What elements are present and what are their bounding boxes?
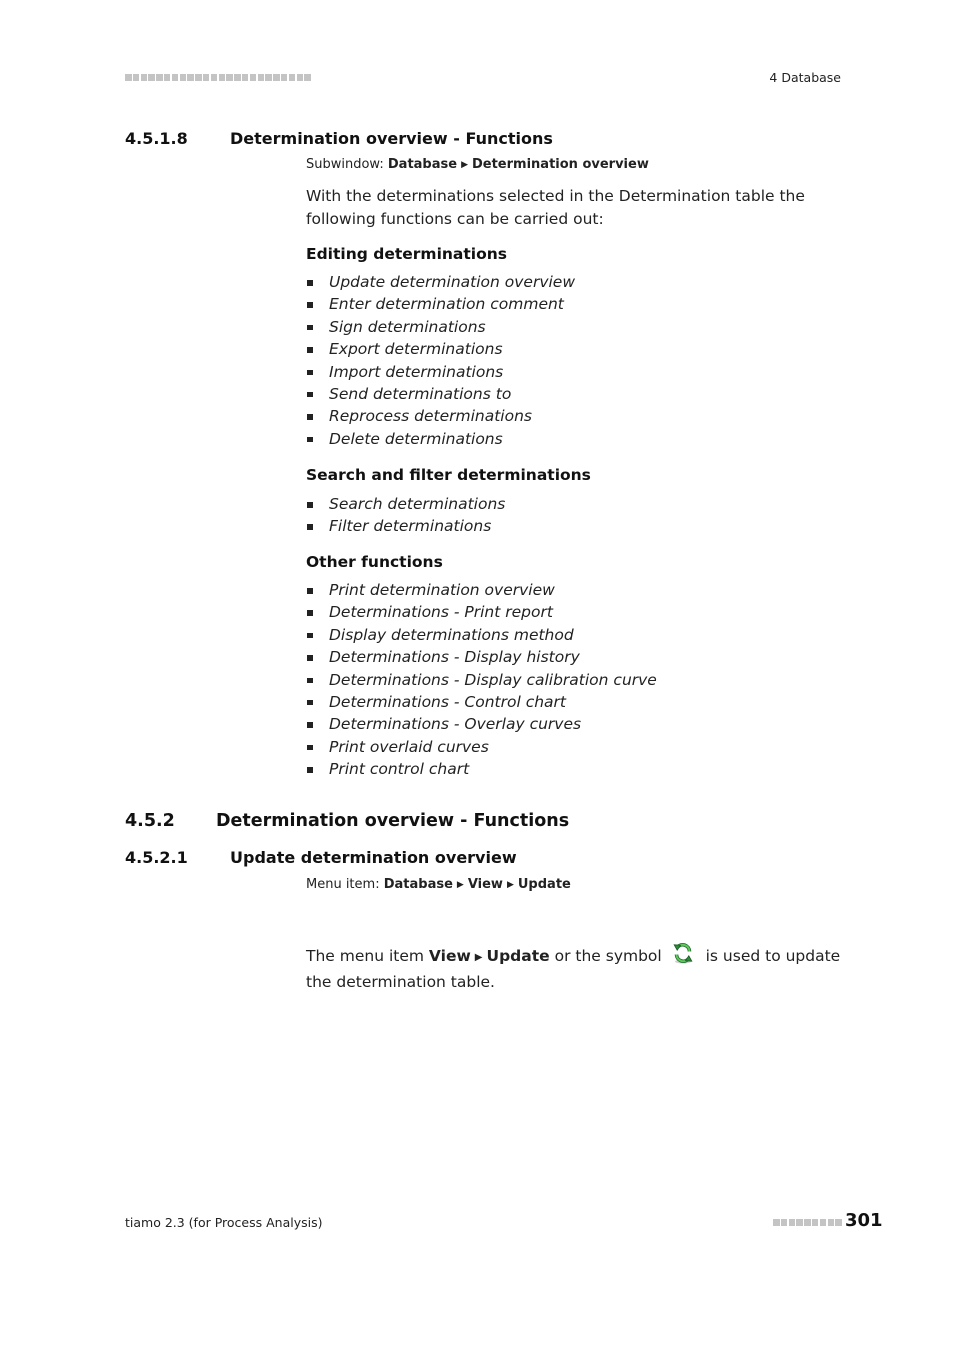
- list-item: Determinations - Display history: [306, 646, 657, 668]
- list-item: Search determinations: [306, 493, 505, 515]
- editing-function-list: [306, 271, 575, 450]
- menu-update: Update: [486, 947, 550, 965]
- para-text: is used to update the determination table.: [306, 947, 841, 991]
- section-title: Determination overview - Functions: [230, 129, 553, 148]
- path-item: Update: [517, 877, 571, 892]
- list-item: Send determinations to: [306, 383, 575, 405]
- other-function-list: [306, 579, 657, 781]
- path-item: Database: [383, 877, 453, 892]
- section-number: 4.5.1.8: [125, 129, 188, 148]
- list-item: Display determinations method: [306, 624, 657, 646]
- list-item: Print overlaid curves: [306, 736, 657, 758]
- list-item: Determinations - Overlay curves: [306, 713, 657, 735]
- para-text: or the symbol: [549, 947, 662, 965]
- path-item: Database: [387, 157, 458, 172]
- path-arrow-icon: ▶: [461, 160, 468, 170]
- list-item: Determinations - Control chart: [306, 691, 657, 713]
- section-title: Determination overview - Functions: [216, 811, 570, 831]
- search-filter-function-list: [306, 493, 505, 538]
- list-item: Print control chart: [306, 758, 657, 780]
- list-item: Import determinations: [306, 361, 575, 383]
- subheading-other: Other functions: [306, 553, 443, 571]
- path-arrow-icon: ▶: [474, 952, 483, 963]
- path-arrow-icon: ▶: [506, 880, 514, 890]
- path-item: Determination overview: [471, 157, 649, 172]
- update-paragraph: [306, 941, 846, 993]
- list-item: Sign determinations: [306, 316, 575, 338]
- refresh-icon: [671, 941, 695, 965]
- list-item: Update determination overview: [306, 271, 575, 293]
- subheading-editing: Editing determinations: [306, 245, 508, 263]
- menu-item-path: [306, 877, 571, 892]
- list-item: Filter determinations: [306, 515, 505, 537]
- list-item: Determinations - Display calibration curve: [306, 669, 657, 691]
- list-item: Delete determinations: [306, 428, 575, 450]
- footer-product: tiamo 2.3 (for Process Analysis): [125, 1215, 323, 1230]
- footer-decoration: [773, 1219, 842, 1226]
- section-number: 4.5.2.1: [125, 848, 188, 867]
- header-chapter: 4 Database: [769, 70, 841, 85]
- path-item: View: [467, 877, 503, 892]
- path-arrow-icon: ▶: [456, 880, 464, 890]
- section-number: 4.5.2: [125, 811, 175, 831]
- page-number: 301: [845, 1210, 883, 1231]
- subheading-search-filter: Search and filter determinations: [306, 466, 591, 484]
- header-decoration: [125, 74, 311, 81]
- path-label: Menu item:: [306, 877, 380, 892]
- intro-paragraph: With the determinations selected in the Determination table the following functions can be carried out:: [306, 187, 805, 228]
- list-item: Export determinations: [306, 338, 575, 360]
- list-item: Reprocess determinations: [306, 405, 575, 427]
- para-text: The menu item: [306, 947, 429, 965]
- list-item: Print determination overview: [306, 579, 657, 601]
- section-title: Update determination overview: [230, 848, 517, 867]
- list-item: Determinations - Print report: [306, 601, 657, 623]
- subwindow-path: [306, 157, 649, 172]
- list-item: Enter determination comment: [306, 293, 575, 315]
- path-label: Subwindow:: [306, 157, 384, 172]
- menu-view: View: [428, 947, 471, 965]
